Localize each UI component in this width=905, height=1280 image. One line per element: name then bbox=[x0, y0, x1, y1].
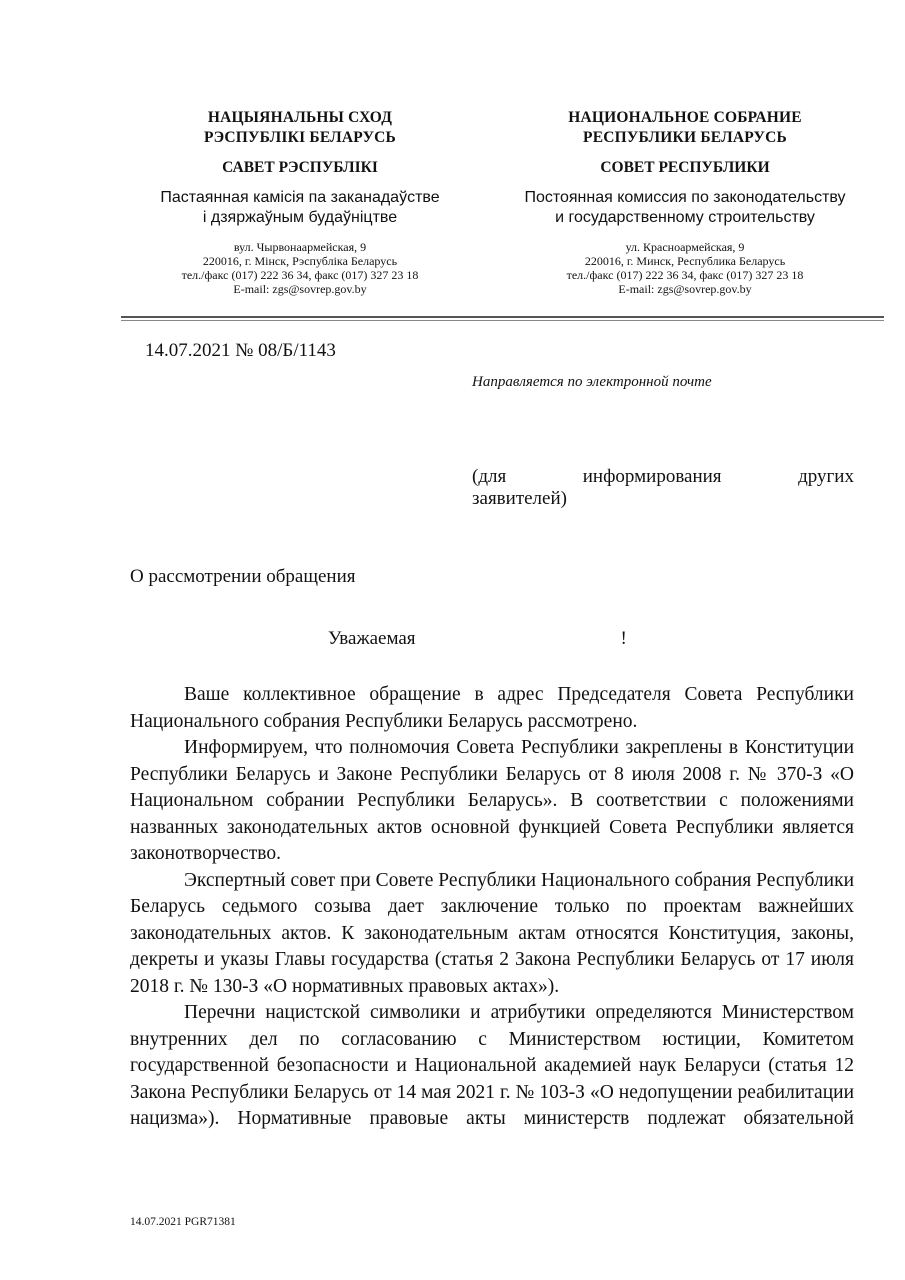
recipient-word: других bbox=[798, 466, 854, 487]
body-paragraph: Экспертный совет при Совете Республики Национального собрания Республики Беларусь седьмого созыва дает заключение только по проектам важнейших законодательных актов. К законодательным актам относятся Конституция, законы, декреты и указы Главы государства (статья 2 Закона Республики Беларусь от 17 июля 2018 г. № 130-З «О нормативных правовых актах»). bbox=[130, 869, 854, 997]
council-name-by: САВЕТ РЭСПУБЛІКІ bbox=[222, 159, 378, 176]
email: E-mail: zgs@sovrep.gov.by bbox=[233, 282, 367, 296]
letter-body bbox=[130, 682, 854, 1133]
salutation-end: ! bbox=[620, 628, 627, 649]
letterhead-divider-thin bbox=[121, 320, 884, 321]
org-name-by bbox=[120, 108, 480, 148]
salutation-greeting: Уважаемая bbox=[328, 628, 416, 649]
recipient-word: информирования bbox=[582, 466, 722, 487]
city-address: 220016, г. Мінск, Рэспубліка Беларусь bbox=[202, 254, 398, 268]
org-line2: РЭСПУБЛІКІ БЕЛАРУСЬ bbox=[203, 129, 397, 146]
document-footer-id: 14.07.2021 PGR71381 bbox=[130, 1216, 236, 1228]
recipient-word: (для bbox=[472, 466, 507, 487]
email: E-mail: zgs@sovrep.gov.by bbox=[618, 282, 752, 296]
recipient-line2: заявителей) bbox=[472, 488, 567, 509]
delivery-note: Направляется по электронной почте bbox=[472, 374, 712, 390]
commission-line2: и государственному строительству bbox=[555, 209, 815, 226]
street-address: ул. Красноармейская, 9 bbox=[625, 240, 745, 254]
address-block-ru bbox=[490, 240, 880, 296]
body-paragraph: Перечни нацистской символики и атрибутики определяются Министерством внутренних дел по согласованию с Министерством юстиции, Комитетом государственной безопасности и Национальной академией наук Беларуси (статья 12 Закона Республики Беларусь от 14 мая 2021 г. № 103-З «О недопущении реабилитации нацизма»). Нормативные правовые акты министерств подлежат обязательной bbox=[130, 1002, 854, 1129]
commission-name-by bbox=[120, 188, 480, 228]
commission-line1: Пастаянная камісія па заканадаўстве bbox=[160, 189, 440, 206]
subject-line: О рассмотрении обращения bbox=[130, 566, 356, 587]
letterhead-russian bbox=[490, 108, 880, 296]
street-address: вул. Чырвонаармейская, 9 bbox=[233, 240, 367, 254]
letterhead-belarusian bbox=[120, 108, 480, 296]
address-block-by bbox=[120, 240, 480, 296]
commission-line2: і дзяржаўным будаўніцтве bbox=[202, 209, 398, 226]
org-line1: НАЦЫЯНАЛЬНЫ СХОД bbox=[207, 109, 393, 126]
org-name-ru bbox=[490, 108, 880, 148]
body-paragraph: Ваше коллективное обращение в адрес Председателя Совета Республики Национального собрания Республики Беларусь рассмотрено. bbox=[130, 684, 854, 732]
registration-number: 14.07.2021 № 08/Б/1143 bbox=[145, 340, 336, 361]
org-line2: РЕСПУБЛИКИ БЕЛАРУСЬ bbox=[583, 129, 787, 146]
body-paragraph: Информируем, что полномочия Совета Республики закреплены в Конституции Республики Беларусь и Законе Республики Беларусь от 8 июля 2008 г. № 370-З «О Национальном собрании Республики Беларусь». В соответствии с положениями названных законодательных актов основной функцией Совета Республики является законотворчество. bbox=[130, 737, 854, 864]
council-name-ru: СОВЕТ РЕСПУБЛИКИ bbox=[600, 159, 770, 176]
letterhead-divider bbox=[121, 316, 884, 318]
org-line1: НАЦИОНАЛЬНОЕ СОБРАНИЕ bbox=[568, 109, 802, 126]
recipient-block bbox=[472, 466, 854, 510]
phone-fax: тел./факс (017) 222 36 34, факс (017) 327 23 18 bbox=[566, 268, 804, 282]
phone-fax: тел./факс (017) 222 36 34, факс (017) 327 23 18 bbox=[181, 268, 419, 282]
commission-line1: Постоянная комиссия по законодательству bbox=[524, 189, 846, 206]
city-address: 220016, г. Минск, Республика Беларусь bbox=[584, 254, 786, 268]
commission-name-ru bbox=[490, 188, 880, 228]
salutation bbox=[328, 628, 627, 650]
